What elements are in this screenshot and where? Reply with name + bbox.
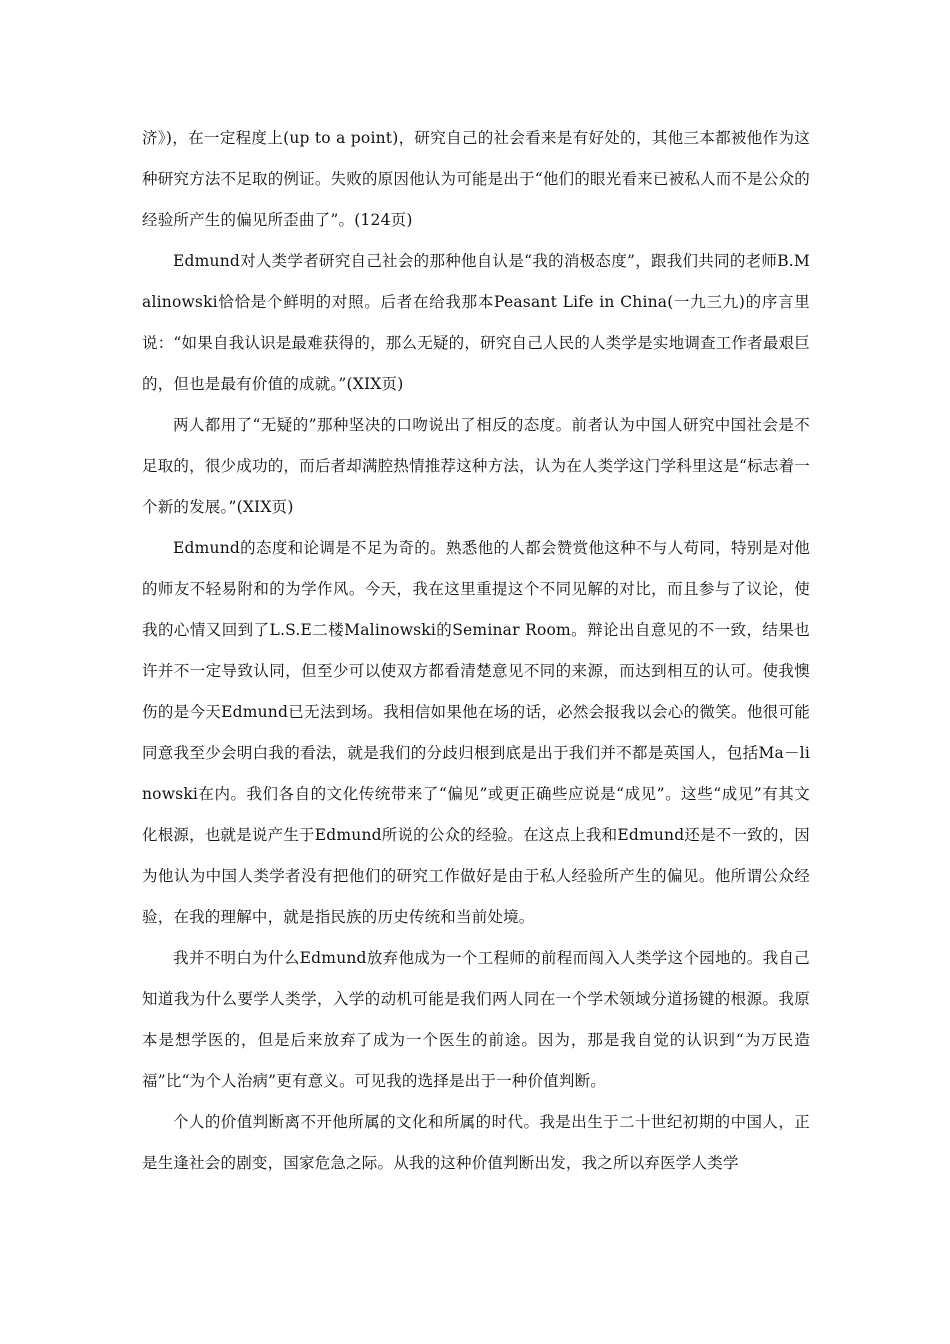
paragraph-5: 我并不明白为什么Edmund放弃他成为一个工程师的前程而闯入人类学这个园地的。我自己知道我为什么要学人类学，入学的动机可能是我们两人同在一个学术领域分道扬键的根源。我原本是想学医的，但是后来放弃了成为一个医生的前途。因为，那是我自觉的认识到“为万民造福”比“为个人治病”更有意义。可见我的选择是出于一种价值判断。 (142, 949, 810, 1090)
paragraph-6: 个人的价值判断离不开他所属的文化和所属的时代。我是出生于二十世纪初期的中国人，正是生逢社会的剧变，国家危急之际。从我的这种价值判断出发，我之所以弃医学人类学 (142, 1113, 810, 1172)
document-body (142, 118, 810, 1184)
paragraph-4: Edmund的态度和论调是不足为奇的。熟悉他的人都会赞赏他这种不与人苟同，特别是对他的师友不轻易附和的为学作风。今天，我在这里重提这个不同见解的对比，而且参与了议论，使我的心情又回到了L.S.E二楼Malinowski的Seminar Room。辩论出自意见的不一致，结果也许并不一定导致认同，但至少可以使双方都看清楚意见不同的来源，而达到相互的认可。使我懊伤的是今天Edmund已无法到场。我相信如果他在场的话，必然会报我以会心的微笑。他很可能同意我至少会明白我的看法，就是我们的分歧归根到底是出于我们并不都是英国人，包括Ma－linowski在内。我们各自的文化传统带来了“偏见”或更正确些应说是“成见”。这些“成见”有其文化根源，也就是说产生于Edmund所说的公众的经验。在这点上我和Edmund还是不一致的，因为他认为中国人类学者没有把他们的研究工作做好是由于私人经验所产生的偏见。他所谓公众经验，在我的理解中，就是指民族的历史传统和当前处境。 (142, 539, 810, 926)
paragraph-1: 济》)，在一定程度上(up to a point)，研究自己的社会看来是有好处的，其他三本都被他作为这种研究方法不足取的例证。失败的原因他认为可能是出于“他们的眼光看来已被私人而不是公众的经验所产生的偏见所歪曲了”。(124页) (142, 129, 810, 229)
paragraph-2: Edmund对人类学者研究自己社会的那种他自认是“我的消极态度”，跟我们共同的老师B.Malinowski恰恰是个鲜明的对照。后者在给我那本Peasant Life in China(一九三九)的序言里说：“如果自我认识是最难获得的，那么无疑的，研究自己人民的人类学是实地调查工作者最艰巨的，但也是最有价值的成就。”(XIX页) (142, 252, 810, 393)
paragraph-3: 两人都用了“无疑的”那种坚决的口吻说出了相反的态度。前者认为中国人研究中国社会是不足取的，很少成功的，而后者却满腔热情推荐这种方法，认为在人类学这门学科里这是“标志着一个新的发展。”(XIX页) (142, 416, 810, 516)
